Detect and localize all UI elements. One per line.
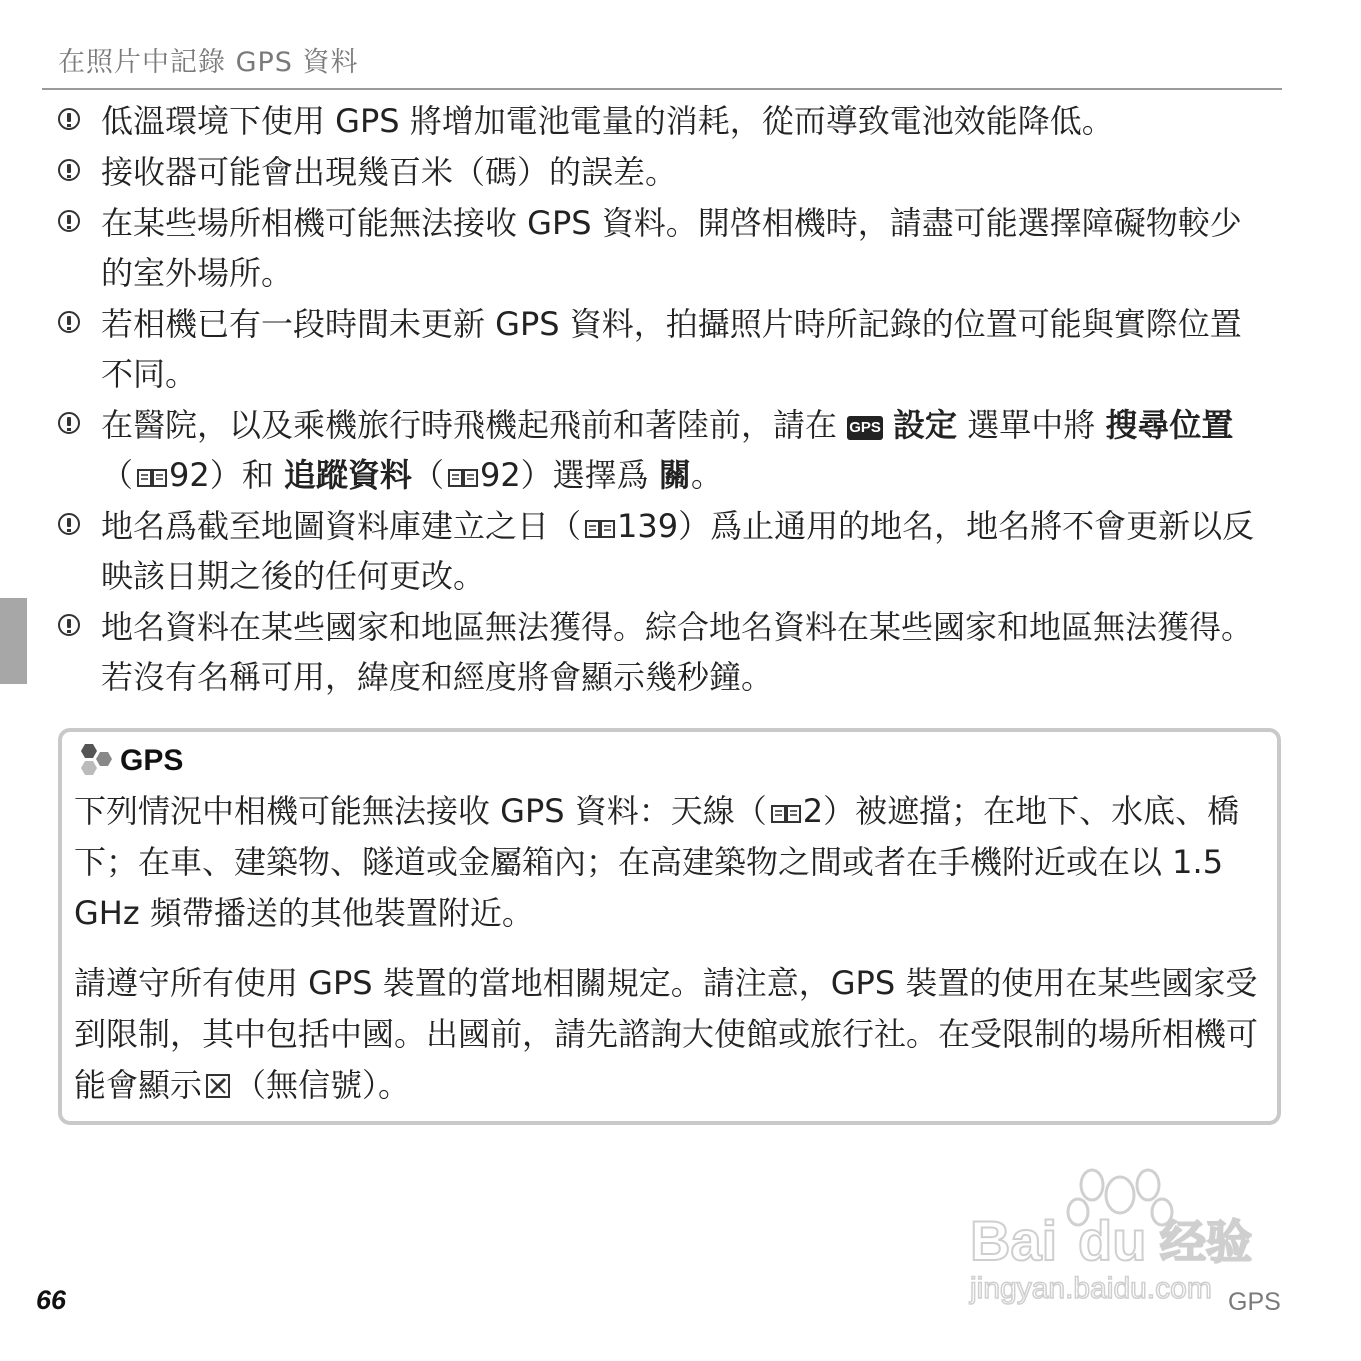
caution-item xyxy=(58,96,1263,146)
info-paragraph xyxy=(74,786,1269,939)
info-box-title-text: GPS xyxy=(120,744,184,777)
manual-reference-icon xyxy=(585,519,615,539)
page-reference: 92 xyxy=(479,456,521,494)
caution-icon xyxy=(58,614,80,636)
manual-reference-icon xyxy=(448,468,478,488)
info-text-part: 下列情況中相機可能無法接收 GPS 資料：天線（ xyxy=(74,792,767,830)
caution-text-part: ）爲止通用的地名，地名將不會更新以反映該日期之後的任何更改。 xyxy=(101,507,1255,595)
svg-text:du: du xyxy=(1078,1209,1147,1272)
page-reference: 92 xyxy=(169,456,210,494)
caution-text-part: 。 xyxy=(690,456,723,494)
manual-reference-icon xyxy=(137,468,167,488)
gps-settings-icon: GPS xyxy=(847,416,883,440)
caution-list xyxy=(58,96,1263,703)
info-box-title xyxy=(76,742,183,778)
caution-item xyxy=(58,602,1263,702)
caution-text-part: ）選擇爲 xyxy=(520,456,659,494)
caution-text-part: 在醫院，以及乘機旅行時飛機起飛前和著陸前，請在 xyxy=(101,406,838,444)
caution-item xyxy=(58,147,1263,197)
hexagon-note-icon xyxy=(76,742,114,778)
page-reference: 2 xyxy=(802,792,824,830)
caution-icon xyxy=(58,159,80,181)
info-text-part: 請遵守所有使用 GPS 裝置的當地相關規定。請注意，GPS 裝置的使用在某些國家受到限制，其中包括中國。出國前，請先諮詢大使館或旅行社。在受限制的場所相機可能會顯示 xyxy=(74,964,1259,1104)
gps-info-box xyxy=(58,728,1281,1125)
caution-item xyxy=(58,198,1263,298)
caution-text-part: ）和 xyxy=(209,456,284,494)
svg-text:经验: 经验 xyxy=(1160,1215,1252,1269)
caution-icon xyxy=(58,210,80,232)
chapter-tab xyxy=(0,598,27,684)
caution-icon xyxy=(58,311,80,333)
menu-item-search-location: 搜尋位置 xyxy=(1105,406,1234,444)
caution-item xyxy=(58,299,1263,399)
caution-item xyxy=(58,501,1263,601)
caution-text: 接收器可能會出現幾百米（碼）的誤差。 xyxy=(101,153,678,191)
page-number: 66 xyxy=(36,1285,67,1315)
baidu-watermark-logo xyxy=(960,1150,1280,1310)
svg-text:Bai: Bai xyxy=(970,1209,1058,1272)
page-reference: 139 xyxy=(617,507,679,545)
caution-icon xyxy=(58,513,80,535)
caution-text-part: 選單中將 xyxy=(957,406,1106,444)
caution-item: 在醫院，以及乘機旅行時飛機起飛前和著陸前，請在 GPS 設定 選單中將 搜尋位置（ 92）和 追蹤資料（ 92）選擇爲 關。 xyxy=(58,400,1263,500)
header-divider xyxy=(42,88,1282,90)
info-paragraph xyxy=(74,958,1269,1111)
no-signal-icon xyxy=(206,1074,230,1098)
option-off: 關 xyxy=(658,456,691,494)
menu-name-setting: 設定 xyxy=(893,406,958,444)
caution-icon xyxy=(58,412,80,434)
caution-text: 若相機已有一段時間未更新 GPS 資料，拍攝照片時所記錄的位置可能與實際位置不同。 xyxy=(101,305,1242,393)
caution-text: 在某些場所相機可能無法接收 GPS 資料。開啓相機時，請盡可能選擇障礙物較少的室外場所。 xyxy=(101,204,1242,292)
manual-reference-icon xyxy=(771,804,801,824)
info-text-part: （無信號）。 xyxy=(234,1066,411,1104)
info-text-part: ）被遮擋；在地下、水底、橋下；在車、建築物、隧道或金屬箱內；在高建築物之間或者在手機附近或在以 1.5 GHz 頻帶播送的其他裝置附近。 xyxy=(74,792,1240,932)
caution-text-part: 地名爲截至地圖資料庫建立之日（ xyxy=(101,507,582,545)
caution-text: 地名資料在某些國家和地區無法獲得。綜合地名資料在某些國家和地區無法獲得。若沒有名稱可用，緯度和經度將會顯示幾秒鐘。 xyxy=(101,608,1254,696)
caution-text: 低溫環境下使用 GPS 將增加電池電量的消耗，從而導致電池效能降低。 xyxy=(101,102,1114,140)
section-label: GPS xyxy=(1228,1288,1281,1316)
page-header-title: 在照片中記錄 GPS 資料 xyxy=(58,47,359,78)
svg-text:jingyan.baidu.com: jingyan.baidu.com xyxy=(970,1272,1212,1305)
caution-icon xyxy=(58,108,80,130)
menu-item-track-data: 追蹤資料 xyxy=(283,456,412,494)
